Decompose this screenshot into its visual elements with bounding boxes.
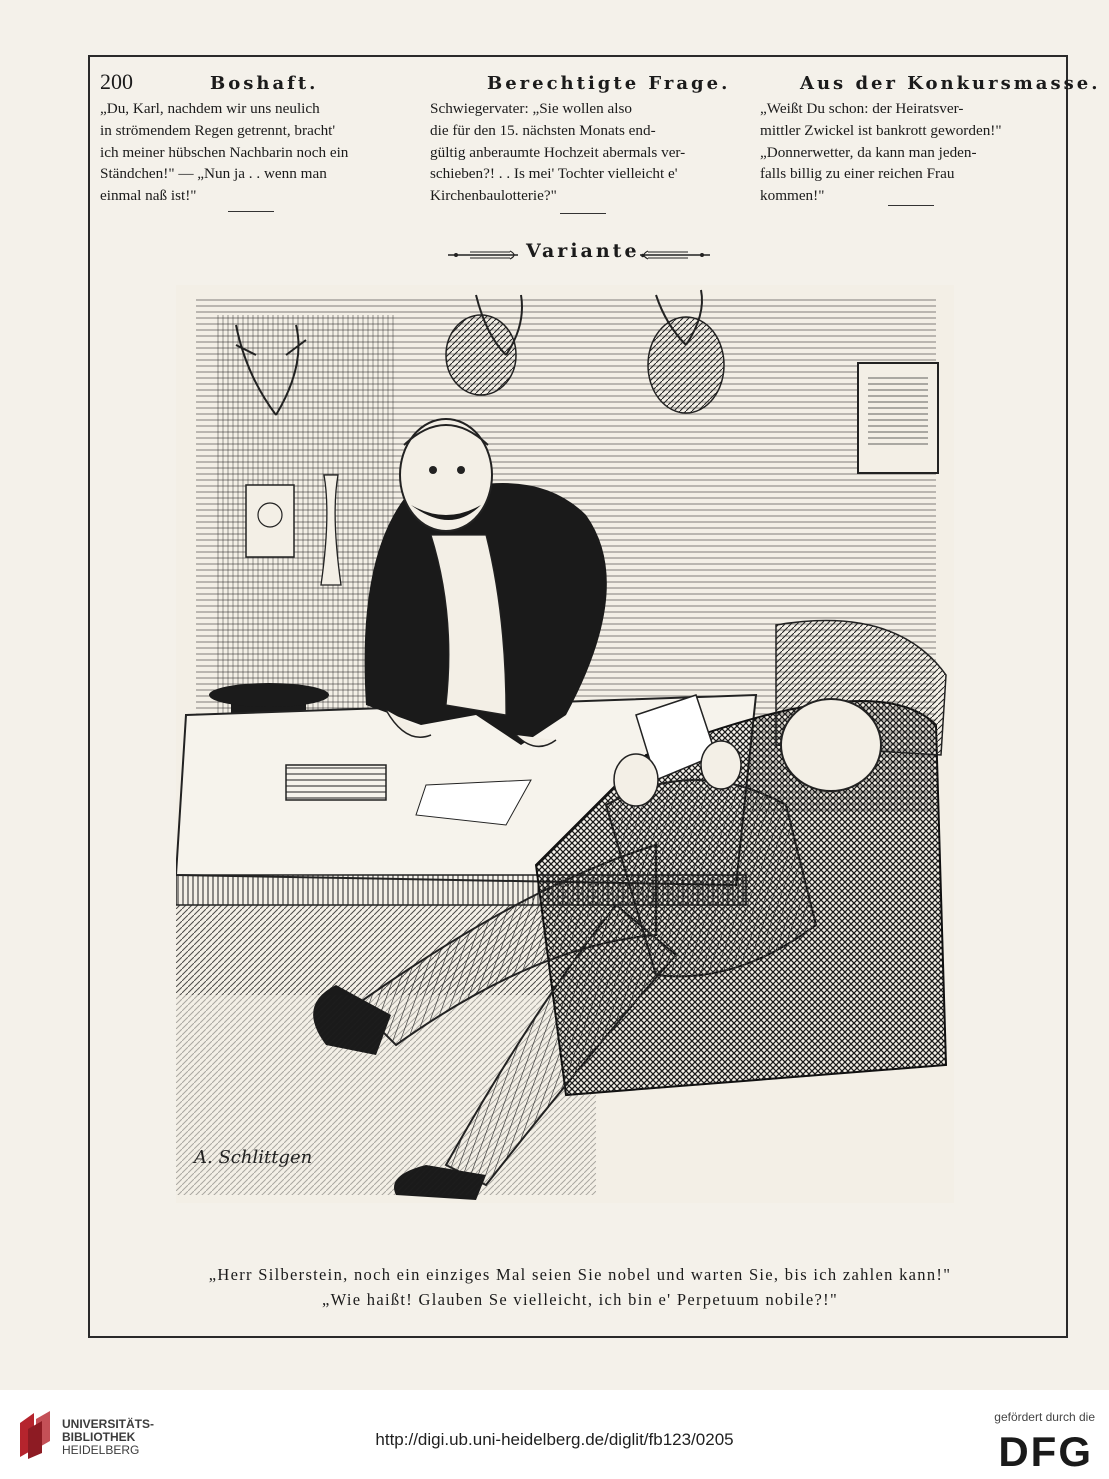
dfg-logo: DFG xyxy=(998,1428,1093,1475)
right-ornament-icon xyxy=(640,250,710,260)
column-3-line: falls billig zu einer reichen Frau xyxy=(760,165,955,183)
column-3-line: mittler Zwickel ist bankrott geworden!" xyxy=(760,121,1002,139)
column-1-end-rule xyxy=(228,211,274,212)
column-2-line: Kirchenbaulotterie?" xyxy=(430,187,557,205)
column-3-line: „Weißt Du schon: der Heiratsver- xyxy=(760,100,964,117)
column-1-text xyxy=(100,98,405,207)
column-1-line: einmal naß ist!" xyxy=(100,187,197,205)
section-heading xyxy=(448,240,710,268)
caption-line-2: „Wie haißt! Glauben Se vielleicht, ich bin e' Perpetuum nobile?!" xyxy=(322,1290,838,1309)
section-title: Variante. xyxy=(526,240,650,262)
column-2-line: gültig anberaumte Hochzeit abermals ver- xyxy=(430,143,686,161)
library-name-line-1: UNIVERSITÄTS- xyxy=(62,1417,155,1431)
column-2-line: Schwiegervater: „Sie wollen also xyxy=(430,100,633,117)
library-name-line-2: BIBLIOTHEK xyxy=(62,1430,136,1444)
cartoon-drawing xyxy=(176,285,954,1203)
column-3-line: „Donnerwetter, da kann man jeden- xyxy=(760,143,977,161)
library-name-line-3: HEIDELBERG xyxy=(62,1443,140,1457)
column-1-line: in strömendem Regen getrennt, bracht' xyxy=(100,121,336,139)
caption-line-1: „Herr Silberstein, noch ein einziges Mal seien Sie nobel und warten Sie, bis ich zahlen kann!" xyxy=(208,1265,952,1284)
column-1-line: Ständchen!" — „Nun ja . . wenn man xyxy=(100,165,327,183)
page-number: 200 xyxy=(100,69,133,94)
column-1-title: Boshaft. xyxy=(210,73,319,94)
column-2-end-rule xyxy=(560,213,606,214)
artist-signature: A. Schlittgen xyxy=(194,1147,313,1168)
source-url-link[interactable]: http://digi.ub.uni-heidelberg.de/diglit/fb123/0205 xyxy=(375,1430,734,1449)
column-2-text xyxy=(430,98,735,207)
column-2-line: die für den 15. nächsten Monats end- xyxy=(430,121,656,139)
cartoon-illustration xyxy=(176,285,954,1203)
left-ornament-icon xyxy=(448,250,518,260)
column-3-text xyxy=(760,98,1065,207)
column-2-line: schieben?! . . Is mei' Tochter vielleicht e' xyxy=(430,165,678,183)
column-3-line: kommen!" xyxy=(760,187,825,205)
column-1-line: „Du, Karl, nachdem wir uns neulich xyxy=(100,100,320,117)
column-1-line: ich meiner hübschen Nachbarin noch ein xyxy=(100,143,349,161)
column-2-title: Berechtigte Frage. xyxy=(487,73,731,94)
column-3-end-rule xyxy=(888,205,934,206)
funding-note: gefördert durch die xyxy=(994,1410,1095,1424)
column-3-title: Aus der Konkursmasse. xyxy=(800,73,1101,94)
